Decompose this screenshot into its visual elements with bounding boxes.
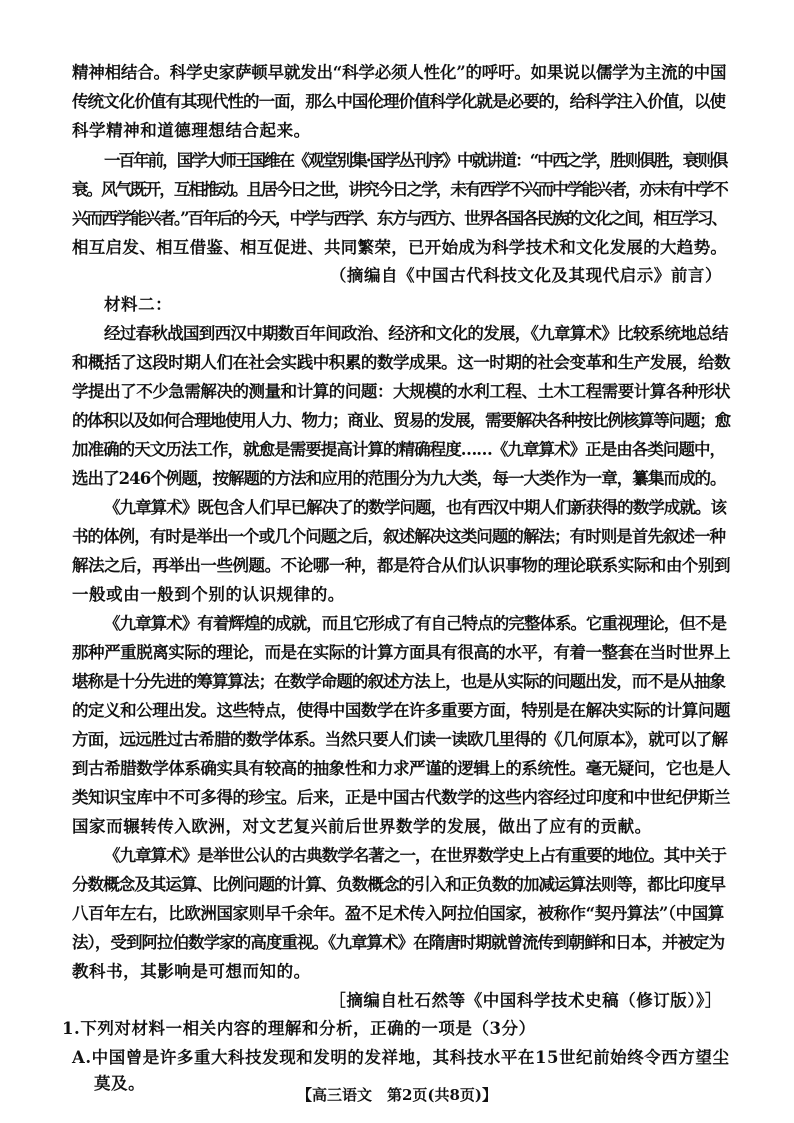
question-stem: 1.下列对材料一相关内容的理解和分析，正确的一项是（3分） bbox=[62, 1019, 536, 1038]
source-citation: （摘编自《中国古代科技文化及其现代启示》前言） bbox=[329, 266, 722, 285]
text-line: 类知识宝库中不可多得的珍宝。后来，正是中国古代数学的这些内容经过印度和中世纪伊斯兰 bbox=[72, 788, 731, 807]
text-line: 国家而辗转传入欧洲，对文艺复兴前后世界数学的发展，做出了应有的贡献。 bbox=[72, 817, 652, 836]
text-line: 教科书，其影响是可想而知的。 bbox=[72, 962, 311, 981]
text-line: 法），受到阿拉伯数学家的高度重视。《九章算术》在隋唐时期就曾流传到朝鲜和日本，并被定为 bbox=[72, 933, 725, 952]
text-line: 八百年左右，比欧洲国家则早千余年。盈不足术传入阿拉伯国家，被称作“契丹算法”（中国算 bbox=[72, 904, 724, 923]
text-line: 那种严重脱离实际的理论，而是在实际的计算方面具有很高的水平，有着一整套在当时世界上 bbox=[72, 643, 731, 662]
page-footer: 【高三语文 第2页(共8页)】 bbox=[296, 1086, 498, 1104]
text-line: 方面，远远胜过古希腊的数学体系。当然只要人们读一读欧几里得的《几何原本》，就可以了解 bbox=[72, 730, 728, 749]
text-line: 书的体例，有时是举出一个或几个问题之后，叙述解决这类问题的解法；有时则是首先叙述一种 bbox=[72, 527, 726, 546]
option-a-continued: 莫及。 bbox=[94, 1074, 146, 1093]
text-line: 兴而西学能兴者。”百年后的今天，中学与西学、东方与西方、世界各国各民族的文化之间，相互学习、 bbox=[72, 209, 727, 228]
text-line: 传统文化价值有其现代性的一面，那么中国伦理价值科学化就是必要的，给科学注入价值，以使 bbox=[72, 92, 726, 111]
text-line: 一百年前，国学大师王国维在《观堂别集·国学丛刊序》中就讲道：“中西之学，胜则俱胜，衰则俱 bbox=[104, 151, 727, 170]
text-line: 科学精神和道德理想结合起来。 bbox=[72, 121, 311, 140]
text-line: 《九章算术》是举世公认的古典数学名著之一，在世界数学史上占有重要的地位。其中关于 bbox=[104, 846, 727, 865]
text-line: 的体积以及如何合理地使用人力、物力；商业、贸易的发展，需要解决各种按比例核算等问题；愈 bbox=[72, 411, 730, 430]
text-line: 经过春秋战国到西汉中期数百年间政治、经济和文化的发展，《九章算术》比较系统地总结 bbox=[104, 324, 728, 343]
text-line: 加准确的天文历法工作，就愈是需要提高计算的精确程度……《九章算术》正是由各类问题中， bbox=[72, 440, 726, 459]
text-line: 的定义和公理出发。这些特点，使得中国数学在许多重要方面，特别是在解决实际的计算问题 bbox=[72, 701, 731, 720]
text-line: 精神相结合。科学史家萨顿早就发出“科学必须人性化”的呼吁。如果说以儒学为主流的中国 bbox=[72, 63, 727, 82]
text-line: 《九章算术》既包含人们早已解决了的数学问题，也有西汉中期人们新获得的数学成就。该 bbox=[104, 498, 727, 517]
text-line: 衰。风气既开，互相推动。且居今日之世，讲究今日之学，未有西学不兴而中学能兴者，亦未有中学不 bbox=[72, 180, 727, 199]
text-line: 相互启发、相互借鉴、相互促进、共同繁荣，已开始成为科学技术和文化发展的大趋势。 bbox=[72, 238, 728, 257]
text-line: 学提出了不少急需解决的测量和计算的问题：大规模的水利工程、土木工程需要计算各种形状 bbox=[72, 382, 731, 401]
text-line: 解法之后，再举出一些例题。不论哪一种，都是符合从们认识事物的理论联系实际和由个别到 bbox=[72, 556, 731, 575]
text-line: 分数概念及其运算、比例问题的计算、负数概念的引入和正负数的加减运算法则等，都比印度早 bbox=[72, 875, 726, 894]
text-line: 和概括了这段时期人们在社会实践中积累的数学成果。这一时期的社会变革和生产发展，给数 bbox=[72, 353, 731, 372]
source-citation: ［摘编自杜石然等《中国科学技术史稿（修订版）》］ bbox=[329, 991, 722, 1010]
text-line: 堪称是十分先进的筹算算法；在数学命题的叙述方法上，也是从实际的问题出发，而不是从抽象 bbox=[72, 672, 726, 691]
text-line: 到古希腊数学体系确实具有较高的抽象性和力求严谨的逻辑上的系统性。毫无疑问，它也是人 bbox=[72, 759, 731, 778]
option-a: A.中国曾是许多重大科技发现和发明的发祥地，其科技水平在15世纪前始终令西方望尘 bbox=[72, 1048, 730, 1067]
text-line: 一般或由一般到个别的认识规律的。 bbox=[72, 585, 345, 604]
text-line: 选出了246个例题，按解题的方法和应用的范围分为九大类，每一大类作为一章，纂集而成的。 bbox=[72, 469, 726, 488]
text-line: 《九章算术》有着辉煌的成就，而且它形成了有自己特点的完整体系。它重视理论，但不是 bbox=[104, 614, 727, 633]
section-heading: 材料二： bbox=[104, 295, 173, 314]
